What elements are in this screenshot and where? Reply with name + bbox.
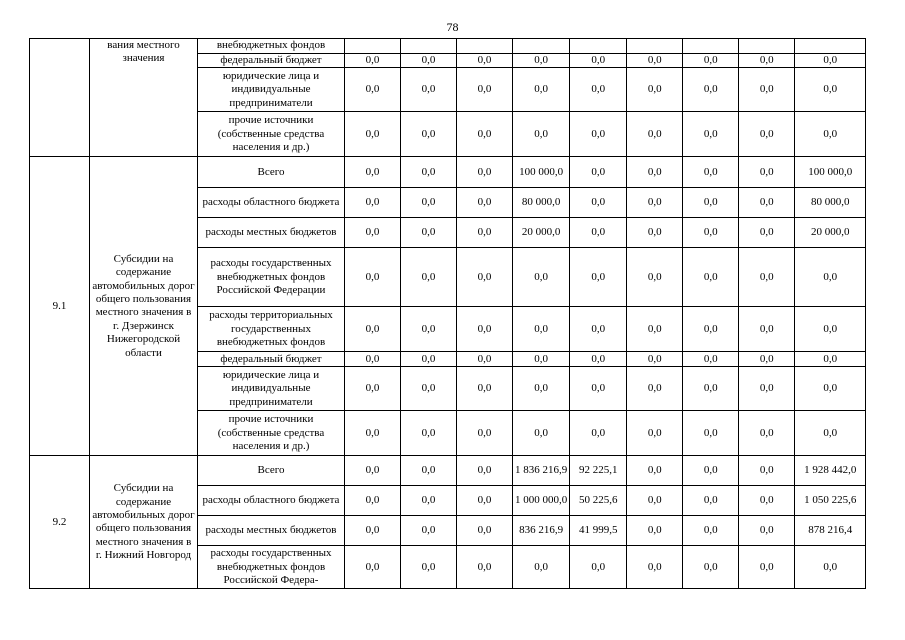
- value-cell: 0,0: [570, 411, 627, 456]
- value-cell: 0,0: [683, 456, 739, 486]
- value-cell: 0,0: [795, 112, 866, 157]
- value-cell: 0,0: [401, 367, 457, 411]
- value-cell: 20 000,0: [513, 218, 570, 248]
- value-cell: 0,0: [345, 367, 401, 411]
- value-cell: [739, 39, 795, 54]
- source-label-cell: юридические лица и индивидуальные предприниматели: [198, 68, 345, 112]
- value-cell: 0,0: [513, 112, 570, 157]
- source-label-cell: расходы областного бюджета: [198, 486, 345, 516]
- value-cell: 0,0: [345, 411, 401, 456]
- value-cell: 50 225,6: [570, 486, 627, 516]
- value-cell: 0,0: [513, 411, 570, 456]
- value-cell: 0,0: [345, 546, 401, 589]
- source-label-cell: прочие источники (собственные средства населения и др.): [198, 112, 345, 157]
- value-cell: 0,0: [627, 248, 683, 307]
- value-cell: 0,0: [457, 218, 513, 248]
- value-cell: 0,0: [683, 516, 739, 546]
- table-row: [30, 157, 866, 188]
- value-cell: 0,0: [401, 54, 457, 68]
- value-cell: 0,0: [627, 112, 683, 157]
- value-cell: 0,0: [627, 188, 683, 218]
- value-cell: 0,0: [457, 157, 513, 188]
- value-cell: 0,0: [401, 411, 457, 456]
- page-number: 78: [446, 20, 459, 34]
- value-cell: 0,0: [345, 157, 401, 188]
- source-label-cell: юридические лица и индивидуальные предприниматели: [198, 367, 345, 411]
- value-cell: 0,0: [683, 68, 739, 112]
- source-label-cell: расходы территориальных государственных внебюджетных фондов: [198, 307, 345, 352]
- row-number-cell: 9.2: [30, 456, 90, 589]
- value-cell: 0,0: [739, 411, 795, 456]
- value-cell: 0,0: [627, 516, 683, 546]
- value-cell: [457, 39, 513, 54]
- value-cell: 0,0: [457, 367, 513, 411]
- value-cell: 0,0: [739, 367, 795, 411]
- value-cell: [627, 39, 683, 54]
- value-cell: 0,0: [457, 248, 513, 307]
- value-cell: 0,0: [345, 218, 401, 248]
- value-cell: 0,0: [683, 352, 739, 367]
- value-cell: 0,0: [345, 486, 401, 516]
- value-cell: 0,0: [683, 411, 739, 456]
- value-cell: 0,0: [570, 112, 627, 157]
- value-cell: 0,0: [739, 218, 795, 248]
- value-cell: [795, 39, 866, 54]
- value-cell: 0,0: [401, 248, 457, 307]
- row-number-cell: [30, 39, 90, 157]
- source-label-cell: расходы государственных внебюджетных фондов Российской Федерации: [198, 248, 345, 307]
- value-cell: 0,0: [345, 307, 401, 352]
- value-cell: 0,0: [683, 248, 739, 307]
- value-cell: 0,0: [345, 112, 401, 157]
- value-cell: 0,0: [401, 307, 457, 352]
- value-cell: 0,0: [627, 411, 683, 456]
- value-cell: 0,0: [457, 546, 513, 589]
- value-cell: 0,0: [683, 54, 739, 68]
- source-label-cell: федеральный бюджет: [198, 352, 345, 367]
- value-cell: 0,0: [627, 157, 683, 188]
- value-cell: 0,0: [795, 546, 866, 589]
- value-cell: 0,0: [683, 367, 739, 411]
- value-cell: 0,0: [401, 112, 457, 157]
- value-cell: [513, 39, 570, 54]
- value-cell: 0,0: [513, 546, 570, 589]
- value-cell: 0,0: [683, 112, 739, 157]
- value-cell: 0,0: [570, 352, 627, 367]
- table-row: [30, 456, 866, 486]
- value-cell: 0,0: [345, 68, 401, 112]
- value-cell: 0,0: [739, 486, 795, 516]
- value-cell: 0,0: [739, 456, 795, 486]
- value-cell: 80 000,0: [513, 188, 570, 218]
- value-cell: 0,0: [739, 188, 795, 218]
- value-cell: 0,0: [570, 188, 627, 218]
- value-cell: 0,0: [457, 456, 513, 486]
- source-label-cell: расходы местных бюджетов: [198, 218, 345, 248]
- value-cell: 92 225,1: [570, 456, 627, 486]
- value-cell: 0,0: [401, 218, 457, 248]
- source-label-cell: расходы государственных внебюджетных фондов Российской Федера-: [198, 546, 345, 589]
- value-cell: 0,0: [457, 352, 513, 367]
- value-cell: 836 216,9: [513, 516, 570, 546]
- value-cell: 0,0: [739, 352, 795, 367]
- value-cell: 0,0: [513, 307, 570, 352]
- value-cell: 0,0: [513, 352, 570, 367]
- value-cell: 0,0: [795, 367, 866, 411]
- value-cell: 0,0: [570, 248, 627, 307]
- value-cell: 0,0: [795, 307, 866, 352]
- value-cell: 0,0: [457, 68, 513, 112]
- value-cell: 0,0: [627, 486, 683, 516]
- value-cell: 0,0: [457, 188, 513, 218]
- value-cell: 0,0: [457, 307, 513, 352]
- value-cell: 0,0: [345, 352, 401, 367]
- value-cell: 0,0: [795, 248, 866, 307]
- value-cell: 0,0: [345, 456, 401, 486]
- value-cell: 0,0: [570, 68, 627, 112]
- value-cell: 0,0: [570, 367, 627, 411]
- value-cell: 0,0: [570, 54, 627, 68]
- value-cell: 0,0: [627, 54, 683, 68]
- value-cell: 0,0: [345, 516, 401, 546]
- source-label-cell: прочие источники (собственные средства населения и др.): [198, 411, 345, 456]
- value-cell: 0,0: [739, 157, 795, 188]
- item-name-cell: Субсидии на содержание автомобильных дорог общего пользования местного значения в г. Дзержинск Нижегородской области: [90, 157, 198, 456]
- value-cell: 0,0: [795, 68, 866, 112]
- value-cell: 1 000 000,0: [513, 486, 570, 516]
- value-cell: 0,0: [795, 411, 866, 456]
- value-cell: 0,0: [401, 68, 457, 112]
- value-cell: 0,0: [345, 248, 401, 307]
- value-cell: 0,0: [683, 157, 739, 188]
- item-name-cell: вания местного значения: [90, 39, 198, 157]
- value-cell: 0,0: [570, 157, 627, 188]
- value-cell: 0,0: [795, 352, 866, 367]
- budget-table: [29, 38, 866, 589]
- value-cell: 0,0: [401, 516, 457, 546]
- value-cell: 1 050 225,6: [795, 486, 866, 516]
- value-cell: 0,0: [739, 112, 795, 157]
- value-cell: 0,0: [627, 68, 683, 112]
- value-cell: 1 928 442,0: [795, 456, 866, 486]
- value-cell: 0,0: [739, 68, 795, 112]
- value-cell: 0,0: [457, 411, 513, 456]
- value-cell: 0,0: [739, 307, 795, 352]
- value-cell: 0,0: [627, 546, 683, 589]
- source-label-cell: Всего: [198, 456, 345, 486]
- value-cell: 0,0: [401, 486, 457, 516]
- value-cell: 80 000,0: [795, 188, 866, 218]
- value-cell: 0,0: [457, 486, 513, 516]
- value-cell: [401, 39, 457, 54]
- value-cell: 0,0: [513, 367, 570, 411]
- value-cell: 0,0: [627, 367, 683, 411]
- value-cell: 0,0: [513, 68, 570, 112]
- value-cell: 0,0: [739, 248, 795, 307]
- source-label-cell: внебюджетных фондов: [198, 39, 345, 54]
- value-cell: 0,0: [683, 486, 739, 516]
- value-cell: 0,0: [683, 218, 739, 248]
- value-cell: 100 000,0: [795, 157, 866, 188]
- value-cell: 0,0: [739, 516, 795, 546]
- value-cell: 0,0: [401, 157, 457, 188]
- value-cell: 0,0: [401, 188, 457, 218]
- value-cell: [345, 39, 401, 54]
- value-cell: 0,0: [457, 516, 513, 546]
- value-cell: 0,0: [457, 54, 513, 68]
- value-cell: [570, 39, 627, 54]
- value-cell: 878 216,4: [795, 516, 866, 546]
- value-cell: 100 000,0: [513, 157, 570, 188]
- source-label-cell: федеральный бюджет: [198, 54, 345, 68]
- value-cell: 0,0: [345, 54, 401, 68]
- value-cell: 0,0: [513, 54, 570, 68]
- value-cell: 0,0: [683, 546, 739, 589]
- value-cell: 0,0: [627, 307, 683, 352]
- value-cell: [683, 39, 739, 54]
- source-label-cell: расходы местных бюджетов: [198, 516, 345, 546]
- value-cell: 20 000,0: [795, 218, 866, 248]
- value-cell: 0,0: [457, 112, 513, 157]
- value-cell: 0,0: [401, 352, 457, 367]
- value-cell: 0,0: [627, 352, 683, 367]
- value-cell: 0,0: [795, 54, 866, 68]
- value-cell: 0,0: [683, 188, 739, 218]
- value-cell: 0,0: [570, 546, 627, 589]
- value-cell: 0,0: [570, 307, 627, 352]
- value-cell: 0,0: [401, 456, 457, 486]
- value-cell: 0,0: [570, 218, 627, 248]
- value-cell: 0,0: [683, 307, 739, 352]
- value-cell: 0,0: [627, 456, 683, 486]
- item-name-cell: Субсидии на содержание автомобильных дорог общего пользования местного значения в г. Нижний Новгород: [90, 456, 198, 589]
- value-cell: 0,0: [739, 54, 795, 68]
- value-cell: 0,0: [401, 546, 457, 589]
- value-cell: 0,0: [513, 248, 570, 307]
- table-row: [30, 39, 866, 54]
- source-label-cell: расходы областного бюджета: [198, 188, 345, 218]
- value-cell: 0,0: [739, 546, 795, 589]
- row-number-cell: 9.1: [30, 157, 90, 456]
- value-cell: 0,0: [627, 218, 683, 248]
- value-cell: 0,0: [345, 188, 401, 218]
- source-label-cell: Всего: [198, 157, 345, 188]
- value-cell: 1 836 216,9: [513, 456, 570, 486]
- value-cell: 41 999,5: [570, 516, 627, 546]
